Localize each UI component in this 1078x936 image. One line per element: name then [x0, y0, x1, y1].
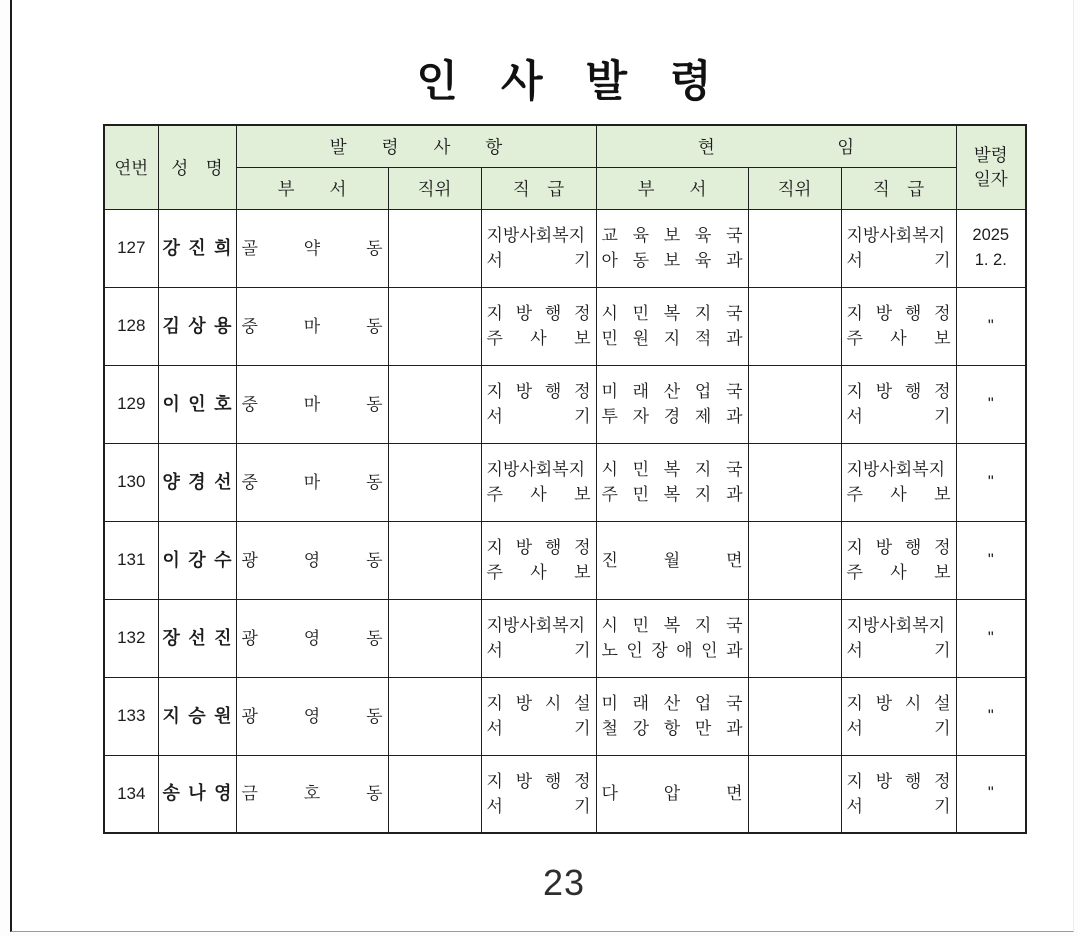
cell-current-department: 다 압 면: [596, 755, 748, 833]
cell-current-rank: 지 방 행 정 주 사 보: [841, 287, 956, 365]
cell-date: ": [956, 443, 1026, 521]
cell-appointment-rank: 지 방 행 정 서 기: [481, 365, 596, 443]
cell-serial: 134: [104, 755, 158, 833]
cell-appointment-rank: 지 방 시 설 서 기: [481, 677, 596, 755]
cell-appointment-rank: 지 방 행 정 주 사 보: [481, 287, 596, 365]
header-appointment-department: 부 서: [236, 167, 388, 209]
personnel-appointment-table: [103, 124, 1027, 834]
cell-current-rank: 지방사회복지 주 사 보: [841, 443, 956, 521]
cell-appointment-department: 중 마 동: [236, 287, 388, 365]
table-row: [104, 287, 1026, 365]
page-number: 23: [542, 862, 586, 903]
cell-name: 김 상 용: [158, 287, 236, 365]
cell-name: 강 진 희: [158, 209, 236, 287]
cell-current-department: 시 민 복 지 국 주 민 복 지 과: [596, 443, 748, 521]
table-row: [104, 443, 1026, 521]
cell-serial: 133: [104, 677, 158, 755]
table-row: [104, 755, 1026, 833]
cell-name: 양 경 선: [158, 443, 236, 521]
table-row: [104, 599, 1026, 677]
header-appointment-group: 발 령 사 항: [236, 125, 596, 167]
header-appointment-rank: 직 급: [481, 167, 596, 209]
cell-name: 이 강 수: [158, 521, 236, 599]
cell-date: ": [956, 755, 1026, 833]
cell-current-department: 시 민 복 지 국 노 인 장 애 인 과: [596, 599, 748, 677]
header-serial: 연번: [104, 125, 158, 209]
table-row: [104, 365, 1026, 443]
page-title: 인 사 발 령: [416, 59, 712, 106]
cell-appointment-position: [388, 677, 481, 755]
cell-current-position: [748, 599, 841, 677]
header-appointment-position: 직위: [388, 167, 481, 209]
cell-appointment-position: [388, 599, 481, 677]
cell-appointment-rank: 지방사회복지 서 기: [481, 599, 596, 677]
cell-current-department: 미 래 산 업 국 철 강 항 만 과: [596, 677, 748, 755]
cell-date: ": [956, 677, 1026, 755]
cell-name: 지 승 원: [158, 677, 236, 755]
cell-date: ": [956, 287, 1026, 365]
cell-appointment-department: 금 호 동: [236, 755, 388, 833]
cell-appointment-rank: 지방사회복지 서 기: [481, 209, 596, 287]
table-header: [104, 125, 1026, 209]
cell-serial: 130: [104, 443, 158, 521]
cell-appointment-department: 중 마 동: [236, 365, 388, 443]
cell-serial: 127: [104, 209, 158, 287]
cell-serial: 128: [104, 287, 158, 365]
cell-current-position: [748, 287, 841, 365]
cell-date: 2025 1. 2.: [956, 209, 1026, 287]
cell-appointment-department: 중 마 동: [236, 443, 388, 521]
header-date-line1: 발령: [973, 145, 1008, 166]
cell-current-rank: 지 방 시 설 서 기: [841, 677, 956, 755]
cell-current-position: [748, 755, 841, 833]
header-current-department: 부 서: [596, 167, 748, 209]
cell-name: 이 인 호: [158, 365, 236, 443]
cell-serial: 131: [104, 521, 158, 599]
cell-current-department: 진 월 면: [596, 521, 748, 599]
cell-current-rank: 지 방 행 정 주 사 보: [841, 521, 956, 599]
cell-current-position: [748, 443, 841, 521]
cell-appointment-position: [388, 521, 481, 599]
header-current-group: 현 임: [596, 125, 956, 167]
cell-current-rank: 지 방 행 정 서 기: [841, 755, 956, 833]
header-current-rank: 직 급: [841, 167, 956, 209]
document-page: [10, 0, 1074, 932]
cell-current-department: 미 래 산 업 국 투 자 경 제 과: [596, 365, 748, 443]
cell-current-rank: 지방사회복지 서 기: [841, 599, 956, 677]
cell-current-rank: 지방사회복지 서 기: [841, 209, 956, 287]
cell-appointment-department: 광 영 동: [236, 677, 388, 755]
cell-serial: 129: [104, 365, 158, 443]
table-body: [104, 209, 1026, 833]
header-date-line2: 일자: [973, 169, 1008, 190]
cell-appointment-position: [388, 443, 481, 521]
table-row: [104, 209, 1026, 287]
cell-appointment-rank: 지 방 행 정 주 사 보: [481, 521, 596, 599]
cell-serial: 132: [104, 599, 158, 677]
cell-appointment-rank: 지 방 행 정 서 기: [481, 755, 596, 833]
document-content: [103, 0, 1025, 904]
header-name: 성 명: [158, 125, 236, 209]
cell-date: ": [956, 599, 1026, 677]
cell-appointment-position: [388, 755, 481, 833]
cell-current-position: [748, 365, 841, 443]
table-row: [104, 677, 1026, 755]
cell-appointment-rank: 지방사회복지 주 사 보: [481, 443, 596, 521]
cell-current-position: [748, 677, 841, 755]
header-date: [956, 125, 1026, 209]
cell-date: ": [956, 365, 1026, 443]
cell-name: 장 선 진: [158, 599, 236, 677]
header-current-position: 직위: [748, 167, 841, 209]
cell-current-position: [748, 521, 841, 599]
cell-current-position: [748, 209, 841, 287]
cell-current-rank: 지 방 행 정 서 기: [841, 365, 956, 443]
cell-current-department: 시 민 복 지 국 민 원 지 적 과: [596, 287, 748, 365]
cell-date: ": [956, 521, 1026, 599]
cell-appointment-department: 광 영 동: [236, 521, 388, 599]
cell-appointment-department: 골 약 동: [236, 209, 388, 287]
cell-appointment-position: [388, 365, 481, 443]
cell-appointment-position: [388, 209, 481, 287]
cell-current-department: 교 육 보 육 국 아 동 보 육 과: [596, 209, 748, 287]
cell-appointment-department: 광 영 동: [236, 599, 388, 677]
cell-name: 송 나 영: [158, 755, 236, 833]
cell-appointment-position: [388, 287, 481, 365]
table-row: [104, 521, 1026, 599]
